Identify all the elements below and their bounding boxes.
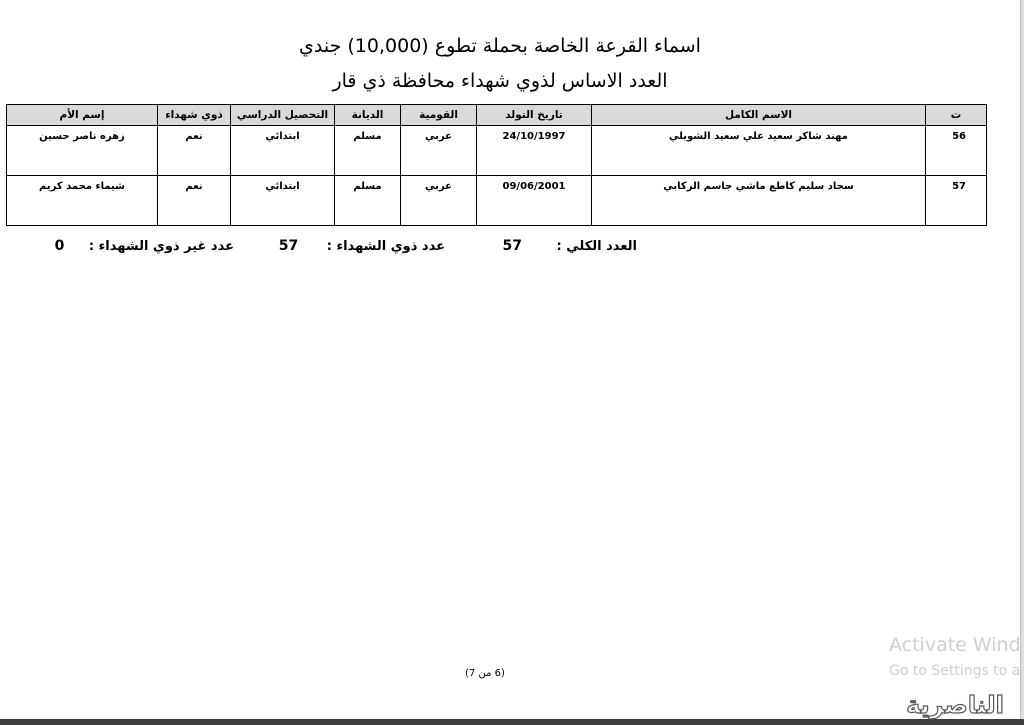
document-subtitle: العدد الاساس لذوي شهداء محافظة ذي قار [332,70,668,92]
cell-religion: مسلم [335,126,401,176]
cell-seq: 57 [926,176,987,226]
logo-text: الناصرية [906,691,1004,719]
table-row [7,176,987,226]
cell-full-name: سجاد سليم كاطع ماشي جاسم الركابي [592,176,926,226]
header-seq: ت [926,105,987,126]
page-number: (6 من 7) [465,668,505,679]
summary-martyr-value: 57 [278,238,299,254]
header-education: التحصيل الدراسي [231,105,335,126]
header-nationality: القومية [401,105,477,126]
cell-martyr-family: نعم [158,126,231,176]
activate-windows-text: Activate Wind [889,634,1021,656]
cell-martyr-family: نعم [158,176,231,226]
bottom-edge [0,719,1024,725]
cell-nationality: عربي [401,126,477,176]
cell-dob: 24/10/1997 [477,126,592,176]
cell-religion: مسلم [335,176,401,226]
summary-non-martyr-value: 0 [54,238,65,254]
summary-non-martyr-label: عدد غير ذوي الشهداء : [88,239,234,254]
summary-martyr [279,238,445,254]
cell-nationality: عربي [401,176,477,226]
table-header-row [7,105,987,126]
site-logo [890,684,1020,720]
header-mother-name: إسم الأم [7,105,158,126]
header-martyr-family: ذوي شهداء [158,105,231,126]
header-full-name: الاسم الكامل [592,105,926,126]
cell-education: ابتدائي [231,126,335,176]
document-title: اسماء القرعة الخاصة بحملة تطوع (10,000) جندي [299,35,701,57]
header-religion: الديانة [335,105,401,126]
cell-mother-name: زهره ناصر حسين [7,126,158,176]
cell-mother-name: شيماء محمد كريم [7,176,158,226]
cell-education: ابتدائي [231,176,335,226]
activate-windows-subtext: Go to Settings to a [889,663,1021,679]
records-table [6,104,987,226]
summary-total-value: 57 [502,238,522,254]
cell-full-name: مهند شاكر سعيد علي سعيد الشويلي [592,126,926,176]
summary-non-martyr [55,238,234,254]
summary-martyr-label: عدد ذوي الشهداء : [326,239,445,254]
header-dob: تاريخ التولد [477,105,592,126]
summary-total [503,238,637,254]
cell-seq: 56 [926,126,987,176]
summary-total-label: العدد الكلي : [556,239,637,254]
table-row [7,126,987,176]
cell-dob: 09/06/2001 [477,176,592,226]
